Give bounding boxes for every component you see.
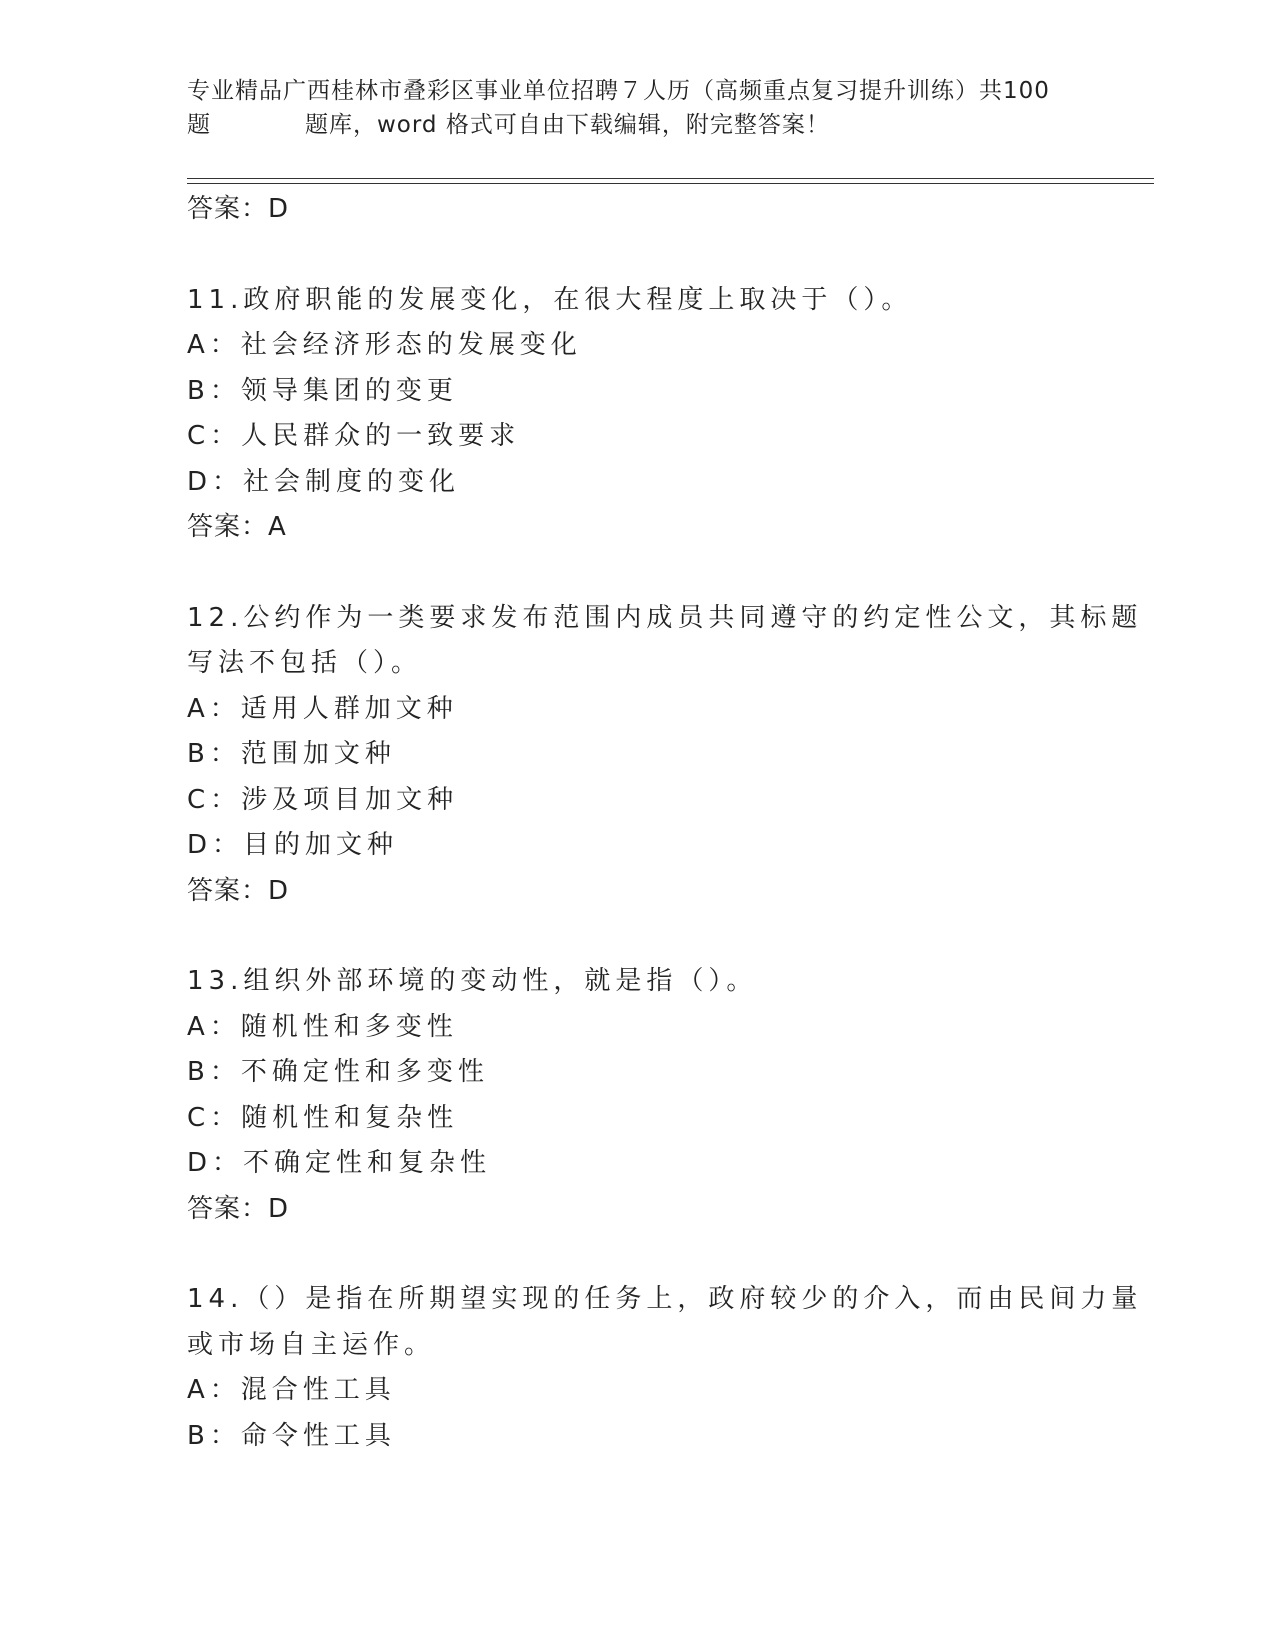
question-text: 11.政府职能的发展变化，在很大程度上取决于（）。 xyxy=(187,284,913,315)
option-b: B：不确定性和多变性 xyxy=(187,1057,489,1087)
header-title-line-1: 专业精品广西桂林市叠彩区事业单位招聘７人历（高频重点复习提升训练）共100 xyxy=(187,78,1050,104)
answer-line: 答案：D xyxy=(187,875,290,906)
header-title-fragment: 题 xyxy=(187,112,211,138)
option-b: B：领导集团的变更 xyxy=(187,375,458,406)
question-text: 14.（）是指在所期望实现的任务上，政府较少的介入，而由民间力量 xyxy=(187,1284,1143,1314)
question-text-continued: 或市场自主运作。 xyxy=(187,1329,436,1360)
option-b: B：命令性工具 xyxy=(187,1420,396,1451)
previous-answer: 答案：D xyxy=(187,194,290,224)
header-title-line-2 xyxy=(187,108,1077,142)
option-b: B：范围加文种 xyxy=(187,739,396,769)
question-text: 12.公约作为一类要求发布范围内成员共同遵守的约定性公文，其标题 xyxy=(187,602,1143,633)
question-block xyxy=(187,596,1143,915)
question-text: 13.组织外部环境的变动性，就是指（）。 xyxy=(187,966,758,996)
question-block xyxy=(187,959,1087,1232)
option-a: A：适用人群加文种 xyxy=(187,693,458,724)
option-a: A：随机性和多变性 xyxy=(187,1011,458,1042)
header-divider-top xyxy=(187,178,1154,179)
option-a: A：混合性工具 xyxy=(187,1375,396,1405)
question-block xyxy=(187,278,1087,551)
answer-line: 答案：A xyxy=(187,512,287,542)
option-c: C：随机性和复杂性 xyxy=(187,1102,459,1133)
document-header xyxy=(187,74,1077,142)
option-d: D：目的加文种 xyxy=(187,830,399,860)
question-list xyxy=(187,187,1143,1459)
option-d: D：不确定性和复杂性 xyxy=(187,1148,492,1178)
header-divider-bottom xyxy=(187,183,1154,184)
option-a: A：社会经济形态的发展变化 xyxy=(187,330,582,360)
question-block xyxy=(187,1277,1143,1459)
option-c: C：涉及项目加文种 xyxy=(187,784,459,815)
answer-line: 答案：D xyxy=(187,1193,290,1224)
question-text-continued: 写法不包括（）。 xyxy=(187,648,423,678)
option-c: C：人民群众的一致要求 xyxy=(187,421,521,451)
header-title-continuation: 题库，word 格式可自由下载编辑，附完整答案！ xyxy=(305,112,830,138)
option-d: D：社会制度的变化 xyxy=(187,466,461,497)
